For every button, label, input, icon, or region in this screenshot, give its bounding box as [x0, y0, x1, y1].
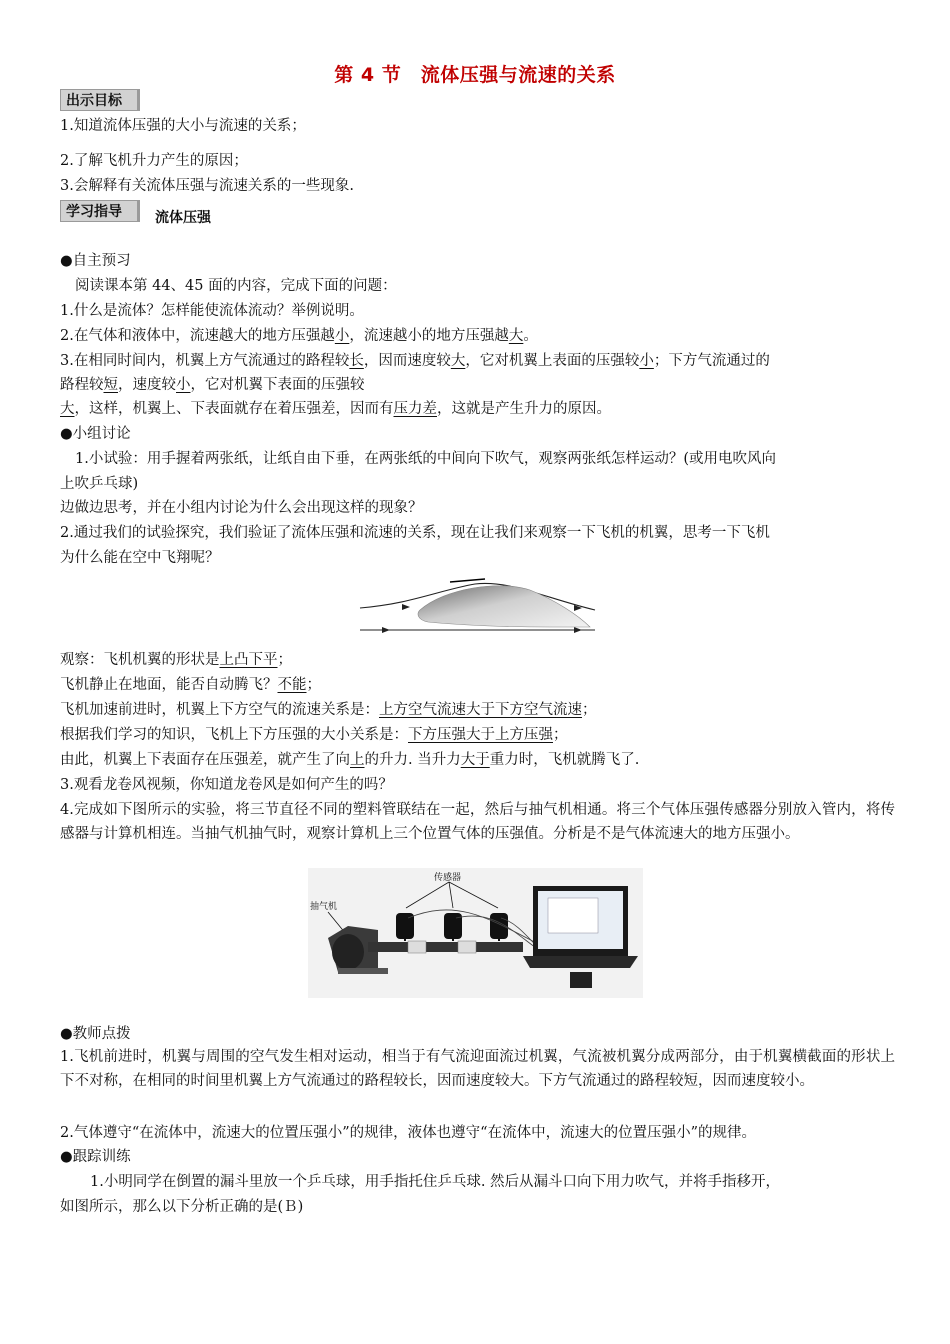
- text-span: ，这就是产生升力的原因。: [437, 401, 611, 417]
- preview-q2: [60, 326, 895, 346]
- observe-5: [60, 750, 895, 770]
- answer-span: 大: [60, 401, 75, 417]
- answer-span: 不能: [277, 677, 307, 693]
- text-span: ；下方气流通过的: [653, 353, 770, 369]
- text-span: ，因而速度较: [363, 353, 451, 369]
- wing-shape: [418, 586, 590, 627]
- question-4: 4.完成如下图所示的实验，将三节直径不同的塑料管联结在一起，然后与抽气机相通。将三个气体压强传感器分别放入管内，将传感器与计算机相连。当抽气机抽气时，观察计算机上三个位置气体的压强值。分析是不是气体流速大的地方压强小。: [60, 802, 895, 842]
- screen-window: [548, 898, 598, 933]
- text-span: 路程较: [60, 377, 104, 393]
- group-t2-line2: 为什么能在空中飞翔呢？: [60, 550, 220, 566]
- answer-span: 长: [349, 353, 364, 369]
- laptop-keyboard: [523, 956, 638, 968]
- preview-q3-line2: [60, 375, 895, 395]
- text-span: 飞机加速前进时，机翼上下方空气的流速关系是：: [60, 702, 379, 718]
- answer-span: 小: [639, 353, 654, 369]
- text-span: 3.在相同时间内，机翼上方气流通过的路程较: [60, 353, 350, 369]
- group-heading: ●小组讨论: [60, 426, 131, 442]
- answer-span: 下方压强大于上方压强: [408, 727, 553, 743]
- group-t1-line1: 1.小试验：用手握着两张纸，让纸自由下垂，在两张纸的中间向下吹气，观察两张纸怎样运动？(或用电吹风向: [75, 451, 776, 467]
- wing-top-mark: [450, 579, 485, 582]
- answer-span: 上方空气流速大于下方空气流速: [379, 702, 582, 718]
- text-span: 。: [523, 328, 538, 344]
- text-span: ，速度较: [118, 377, 176, 393]
- lower-flow-arrow-icon: [382, 627, 390, 633]
- answer-span: 小: [334, 328, 350, 344]
- track-q1-line1: 1.小明同学在倒置的漏斗里放一个乒乓球，用手指托住乒乓球. 然后从漏斗口向下用力吹气，并将手指移开，: [90, 1174, 781, 1190]
- guide-tag: 学习指导: [60, 200, 140, 222]
- text-span: 重力时，飞机就腾飞了.: [489, 752, 640, 768]
- answer-span: 大: [450, 353, 466, 369]
- pipe-joint: [458, 941, 476, 953]
- track-heading: ●跟踪训练: [60, 1149, 131, 1165]
- pump-base: [338, 968, 388, 974]
- preview-q1: 1.什么是流体？怎样能使流体流动？举例说明。: [60, 303, 364, 319]
- preview-q3-line3: [60, 399, 895, 419]
- group-t1-line2: 上吹乒乓球): [60, 476, 139, 492]
- answer-span: 压力差: [393, 401, 437, 417]
- pump-motor: [332, 934, 364, 970]
- goal-3: 3.会解释有关流体压强与流速关系的一些现象.: [60, 178, 354, 194]
- answer-span: 大于: [460, 752, 490, 768]
- text-span: ；: [582, 702, 597, 718]
- plastic-pipe: [368, 942, 523, 952]
- text-span: ；: [306, 677, 321, 693]
- answer-span: 上凸下平: [219, 652, 278, 668]
- teacher-point-2: 2.气体遵守“在流体中，流速大的位置压强小”的规律，液体也遵守“在流体中，流速大的位置压强小”的规律。: [60, 1125, 756, 1141]
- observe-2: [60, 675, 895, 695]
- sensor-experiment-figure: [308, 868, 643, 998]
- text-span: 观察：飞机机翼的形状是: [60, 652, 220, 668]
- track-q1-line2: 如图所示，那么以下分析正确的是(Ｂ): [60, 1199, 304, 1215]
- text-span: 飞机静止在地面，能否自动腾飞？: [60, 677, 278, 693]
- group-t1-line3: 边做边思考，并在小组内讨论为什么会出现这样的现象？: [60, 500, 423, 516]
- preview-heading: ●自主预习: [60, 253, 131, 269]
- goals-tag: 出示目标: [60, 89, 140, 111]
- teacher-point-1: 1.飞机前进时，机翼与周围的空气发生相对运动，相当于有气流迎面流过机翼，气流被机翼分成两部分，由于机翼横截面的形状上下不对称，在相同的时间里机翼上方气流通过的路程较长，因而速度较大。下方气流通过的路程较短，因而速度较小。: [60, 1049, 895, 1089]
- observe-3: [60, 700, 895, 720]
- upper-flow-arrow-icon: [402, 604, 410, 610]
- goal-2: 2.了解飞机升力产生的原因；: [60, 153, 248, 169]
- text-span: 由此，机翼上下表面存在压强差，就产生了向: [60, 752, 350, 768]
- pump-label: 抽气机: [310, 902, 338, 912]
- answer-span: 小: [176, 377, 191, 393]
- preview-intro: 阅读课本第 44、45 面的内容，完成下面的问题：: [75, 278, 397, 294]
- text-span: 的升力. 当升力: [364, 752, 461, 768]
- teacher-heading: ●教师点拨: [60, 1026, 131, 1042]
- goal-1: 1.知道流体压强的大小与流速的关系；: [60, 118, 306, 134]
- sensor-label: 传感器: [434, 873, 462, 883]
- question-3: 3.观看龙卷风视频，你知道龙卷风是如何产生的吗？: [60, 777, 393, 793]
- answer-span: 大: [508, 328, 524, 344]
- text-span: ；: [277, 652, 292, 668]
- answer-span: 短: [103, 377, 118, 393]
- group-t2-line1: 2.通过我们的试验探究，我们验证了流体压强和流速的关系，现在让我们来观察一下飞机的机翼，思考一下飞机: [60, 525, 770, 541]
- text-span: 根据我们学习的知识，飞机上下方压强的大小关系是：: [60, 727, 408, 743]
- text-span: ，这样，机翼上、下表面就存在着压强差，因而有: [74, 401, 394, 417]
- data-collector: [570, 972, 592, 988]
- lower-flow-arrow-icon: [574, 627, 582, 633]
- guide-subtitle: 流体压强: [155, 210, 211, 226]
- pipe-joint: [408, 941, 426, 953]
- wing-airflow-figure: [350, 570, 605, 640]
- text-span: ，它对机翼下表面的压强较: [190, 377, 365, 393]
- observe-1: [60, 650, 895, 670]
- text-span: ，流速越小的地方压强越: [349, 328, 509, 344]
- observe-4: [60, 725, 895, 745]
- section-title: 第 4 节 流体压强与流速的关系: [334, 64, 616, 86]
- text-span: 2.在气体和液体中，流速越大的地方压强越: [60, 328, 335, 344]
- text-span: ；: [553, 727, 568, 743]
- text-span: ，它对机翼上表面的压强较: [465, 353, 640, 369]
- answer-span: 上: [350, 752, 365, 768]
- preview-q3-line1: [60, 351, 895, 371]
